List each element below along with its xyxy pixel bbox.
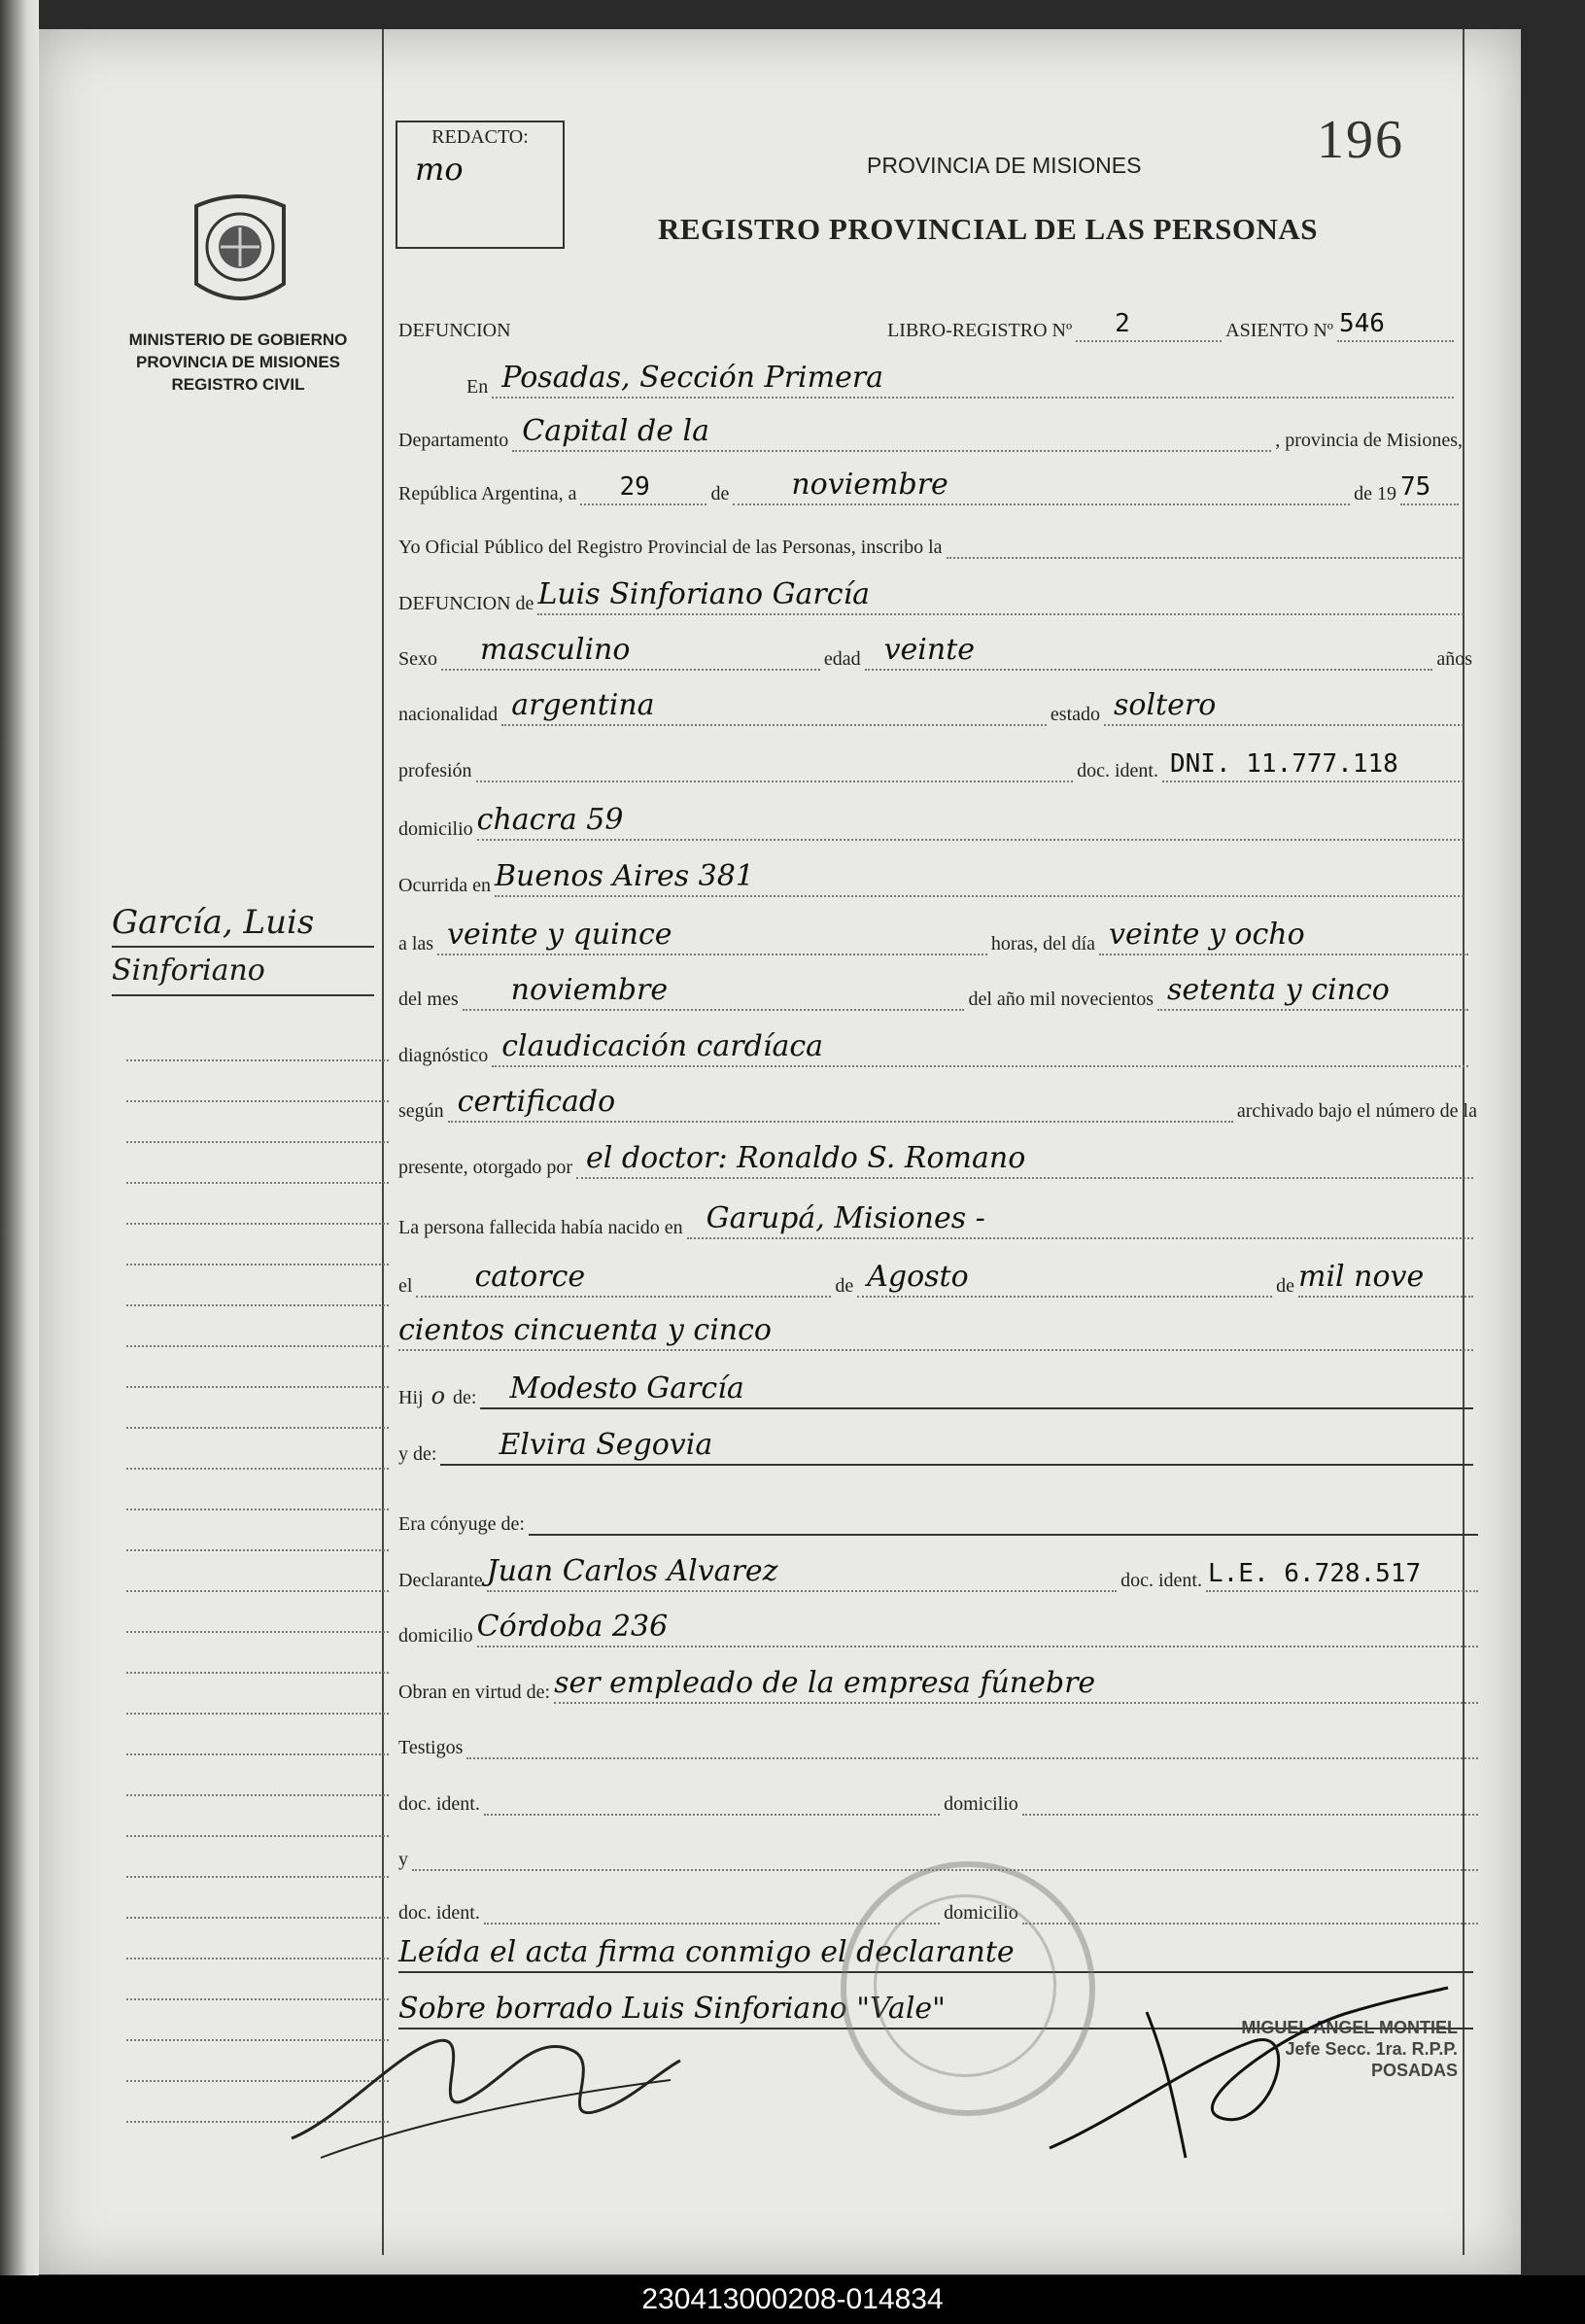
row-en (398, 360, 1458, 399)
testigos-label: Testigos (398, 1737, 464, 1758)
domicilio-value: chacra 59 (476, 803, 624, 837)
year-label: de 19 (1354, 483, 1396, 504)
year-value: 75 (1400, 472, 1431, 502)
de2-label: de (835, 1275, 854, 1297)
nacimiento-mes: Agosto (867, 1260, 969, 1294)
margin-annotation (112, 899, 394, 996)
decl-domicilio-value: Córdoba 236 (476, 1610, 669, 1644)
row-defuncion (398, 303, 1458, 342)
binding-edge (0, 0, 39, 2324)
decl-doc-value: L.E. 6.728.517 (1208, 1559, 1422, 1588)
nacimiento-dia: catorce (474, 1260, 586, 1294)
ano-value: setenta y cinco (1167, 973, 1390, 1007)
row-fecha-nacimiento (398, 1259, 1477, 1298)
declarant-signature (282, 2012, 690, 2168)
row-nacimiento-cont (398, 1312, 1477, 1351)
defuncion-label: DEFUNCION (398, 320, 511, 341)
t1-dom-label: domicilio (944, 1793, 1018, 1815)
day-value: 29 (619, 472, 650, 502)
de3-label: de (1276, 1275, 1294, 1297)
padre-value: Modesto García (509, 1371, 744, 1405)
row-hijo (398, 1370, 1477, 1409)
nacido-label: La persona fallecida había nacido en (398, 1217, 683, 1238)
estado-value: soltero (1114, 688, 1217, 722)
presente-value: el doctor: Ronaldo S. Romano (586, 1141, 1026, 1175)
closing-line2: Sobre borrado Luis Sinforiano "Vale" (398, 1992, 946, 2026)
margin-name-line1: García, Luis (112, 899, 374, 948)
margin-name-line2: Sinforiano (112, 948, 374, 996)
t2-doc-label: doc. ident. (398, 1902, 480, 1924)
ocurrida-value: Buenos Aires 381 (494, 859, 754, 893)
anos-label: años (1436, 648, 1472, 670)
redacto-box (396, 121, 565, 249)
row-domicilio (398, 802, 1467, 841)
row-departamento (398, 413, 1463, 452)
doc-ident-label: doc. ident. (1077, 760, 1158, 781)
month-value: noviembre (791, 468, 948, 502)
hij-label: Hij (398, 1387, 424, 1408)
el-label: el (398, 1275, 413, 1297)
t2-dom-label: domicilio (944, 1902, 1018, 1924)
row-declarante (398, 1553, 1482, 1592)
libro-value: 2 (1115, 309, 1130, 338)
diagnostico-label: diagnóstico (398, 1045, 489, 1066)
en-label: En (466, 376, 489, 398)
row-profesion (398, 744, 1467, 782)
row-nacido (398, 1200, 1477, 1239)
de-label: de (710, 483, 730, 504)
row-testigo1-doc (398, 1777, 1482, 1816)
row-ocurrida (398, 858, 1467, 897)
ministry-heading (107, 329, 369, 396)
en-value: Posadas, Sección Primera (501, 361, 884, 395)
official-title: Jefe Secc. 1ra. R.P.P. (1285, 2039, 1458, 2059)
ministry-line3: REGISTRO CIVIL (171, 375, 305, 394)
row-segun (398, 1084, 1477, 1123)
defuncion-de-label: DEFUNCION de (398, 593, 534, 614)
row-defuncion-de (398, 576, 1467, 615)
row-diagnostico (398, 1028, 1472, 1067)
yo-oficial-text: Yo Oficial Público del Registro Provincial de las Personas, inscribo la (398, 537, 943, 558)
departamento-label: Departamento (398, 430, 509, 451)
row-obran (398, 1665, 1482, 1704)
row-sexo (398, 632, 1472, 671)
sexo-label: Sexo (398, 648, 437, 670)
margin-dotted-lines (126, 1021, 389, 2123)
segun-label: según (398, 1100, 444, 1122)
nacido-value: Garupá, Misiones - (706, 1201, 985, 1235)
row-a-las (398, 917, 1472, 955)
nacimiento-ano-cont: cientos cincuenta y cinco (398, 1313, 772, 1347)
departamento-value: Capital de la (522, 414, 709, 448)
del-ano-label: del año mil novecientos (968, 989, 1154, 1010)
y-label: y (398, 1849, 408, 1870)
ocurrida-label: Ocurrida en (398, 875, 491, 896)
decl-domicilio-label: domicilio (398, 1625, 473, 1647)
a-las-value: veinte y quince (447, 918, 672, 952)
libro-label: LIBRO-REGISTRO Nº (887, 320, 1073, 341)
hij-suffix: o (431, 1382, 446, 1409)
a-las-label: a las (398, 933, 434, 954)
diagnostico-value: claudicación cardíaca (501, 1029, 824, 1063)
row-decl-domicilio (398, 1609, 1482, 1648)
nacimiento-ano: mil nove (1298, 1260, 1425, 1294)
redacto-label: REDACTO: (431, 126, 529, 148)
row-y-de (398, 1427, 1477, 1466)
closing-line1: Leída el acta firma conmigo el declarante (398, 1935, 1015, 1969)
ministry-line2: PROVINCIA DE MISIONES (135, 353, 340, 371)
row-fecha (398, 467, 1463, 505)
provincia-suffix: , provincia de Misiones, (1275, 430, 1463, 451)
row-nacionalidad (398, 687, 1467, 726)
nacionalidad-value: argentina (511, 688, 655, 722)
edad-label: edad (823, 648, 861, 670)
mes-value: noviembre (510, 973, 669, 1007)
madre-value: Elvira Segovia (499, 1428, 713, 1462)
presente-label: presente, otorgado por (398, 1157, 573, 1178)
official-signature (1030, 1973, 1458, 2168)
del-mes-label: del mes (398, 989, 459, 1010)
estado-label: estado (1050, 704, 1100, 725)
t1-doc-label: doc. ident. (398, 1793, 480, 1815)
row-conyuge (398, 1497, 1482, 1536)
edad-value: veinte (883, 633, 976, 667)
redacto-value: mo (415, 151, 464, 188)
ministry-line1: MINISTERIO DE GOBIERNO (128, 330, 348, 349)
nacionalidad-label: nacionalidad (398, 704, 499, 725)
header-province: PROVINCIA DE MISIONES (867, 153, 1142, 178)
row-presente (398, 1140, 1477, 1179)
doc-ident-value: DNI. 11.777.118 (1170, 749, 1398, 779)
deceased-name: Luis Sinforiano García (537, 577, 871, 611)
declarante-label: Declarante (398, 1570, 483, 1591)
row-yo-oficial (398, 520, 1467, 559)
official-place: POSADAS (1370, 2061, 1458, 2080)
official-name: MIGUEL ANGEL MONTIEL (1241, 2018, 1458, 2037)
folio-number: 196 (1317, 110, 1404, 170)
profesion-label: profesión (398, 760, 472, 781)
conyuge-label: Era cónyuge de: (398, 1513, 525, 1535)
footer-id: 230413000208-014834 (0, 2275, 1585, 2324)
domicilio-label: domicilio (398, 818, 473, 840)
sexo-value: masculino (480, 633, 631, 667)
republica-label: República Argentina, a (398, 483, 577, 504)
declarante-value: Juan Carlos Alvarez (486, 1554, 778, 1588)
hij-de-label: de: (453, 1387, 477, 1408)
page-title: REGISTRO PROVINCIAL DE LAS PERSONAS (658, 212, 1318, 246)
horas-label: horas, del día (990, 933, 1095, 954)
province-seal-icon (187, 187, 293, 313)
archivado-label: archivado bajo el número de la (1236, 1100, 1477, 1122)
row-testigos (398, 1720, 1482, 1759)
obran-value: ser empleado de la empresa fúnebre (554, 1666, 1096, 1700)
asiento-label: ASIENTO Nº (1225, 320, 1333, 341)
row-del-mes (398, 972, 1472, 1011)
dia-value: veinte y ocho (1109, 918, 1305, 952)
decl-doc-label: doc. ident. (1120, 1570, 1202, 1591)
asiento-value: 546 (1339, 309, 1385, 338)
segun-value: certificado (457, 1085, 616, 1119)
obran-label: Obran en virtud de: (398, 1682, 551, 1703)
y-de-label: y de: (398, 1443, 437, 1465)
